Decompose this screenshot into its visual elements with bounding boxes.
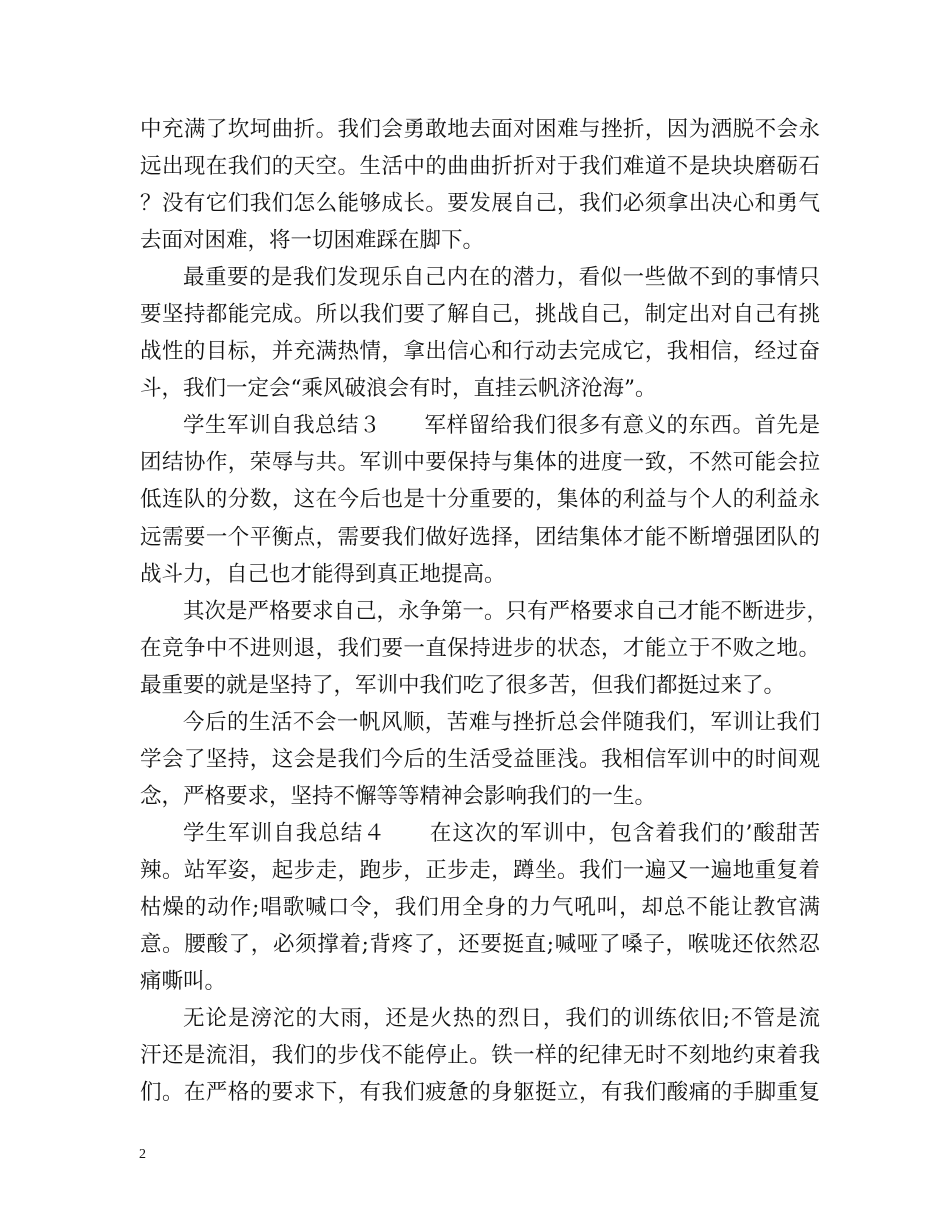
section-heading-line: [140, 407, 820, 444]
text-line: 今后的生活不会一帆风顺，苦难与挫折总会伴随我们，军训让我们: [183, 709, 820, 735]
text-line: 战性的目标，并充满热情，拿出信心和行动去完成它，我相信，经过奋: [140, 339, 820, 365]
text-line: 团结协作，荣辱与共。军训中要保持与集体的进度一致，不然可能会拉: [140, 450, 820, 476]
text-line: 最重要的是我们发现乐自己内在的潜力，看似一些做不到的事情只: [183, 265, 820, 291]
text-line: ？没有它们我们怎么能够成长。要发展自己，我们必须拿出决心和勇气: [140, 191, 820, 217]
text-line: 学会了坚持，这会是我们今后的生活受益匪浅。我相信军训中的时间观: [140, 746, 820, 772]
section-heading: 学生军训自我总结４: [183, 820, 386, 846]
text-line: 远需要一个平衡点，需要我们做好选择，团结集体才能不断增强团队的: [140, 524, 820, 550]
text-line: 枯燥的动作;唱歌喊口令，我们用全身的力气吼叫，却总不能让教官满: [140, 894, 820, 920]
text-line: 汗还是流泪，我们的步伐不能停止。铁一样的纪律无时不刻地约束着我: [140, 1043, 820, 1069]
page-number: 2: [139, 1147, 146, 1162]
text-line: 意。腰酸了，必须撑着;背疼了，还要挺直;喊哑了嗓子，喉咙还依然忍: [140, 932, 820, 958]
text-line: 无论是滂沱的大雨，还是火热的烈日，我们的训练依旧;不管是流: [183, 1006, 820, 1032]
text-line: 斗，我们一定会“乘风破浪会有时，直挂云帆济沧海”。: [140, 376, 657, 402]
text-line: 其次是严格要求自己，永争第一。只有严格要求自己才能不断进步，: [183, 598, 829, 624]
text-line: 们。在严格的要求下，有我们疲惫的身躯挺立，有我们酸痛的手脚重复: [140, 1080, 820, 1106]
text-line: 辣。站军姿，起步走，跑步，正步走，蹲坐。我们一遍又一遍地重复着: [140, 857, 820, 883]
text-line: 中充满了坎坷曲折。我们会勇敢地去面对困难与挫折，因为洒脱不会永: [140, 117, 820, 142]
text-line: 战斗力，自己也才能得到真正地提高。: [140, 561, 506, 587]
text-line: 要坚持都能完成。所以我们要了解自己，挑战自己，制定出对自己有挑: [140, 302, 820, 328]
text-line: 在竞争中不进则退，我们要一直保持进步的状态，才能立于不败之地。: [140, 635, 820, 661]
document-body: [140, 111, 829, 1111]
text-line: 念，严格要求，坚持不懈等等精神会影响我们的一生。: [140, 783, 657, 809]
section-text: 在这次的军训中，包含着我们的’酸甜苦: [428, 820, 820, 846]
text-line: 去面对困难，将一切困难踩在脚下。: [140, 228, 485, 254]
section-text: 军样留给我们很多有意义的东西。首先是: [424, 413, 820, 439]
text-line: 痛嘶叫。: [140, 969, 227, 995]
text-line: 低连队的分数，这在今后也是十分重要的，集体的利益与个人的利益永: [140, 487, 820, 513]
text-line: 最重要的就是坚持了，军训中我们吃了很多苦，但我们都挺过来了。: [140, 672, 786, 698]
text-line: 远出现在我们的天空。生活中的曲曲折折对于我们难道不是块块磨砺石: [140, 154, 820, 180]
section-heading-line: [140, 815, 820, 852]
section-heading: 学生军训自我总结３: [183, 413, 381, 439]
